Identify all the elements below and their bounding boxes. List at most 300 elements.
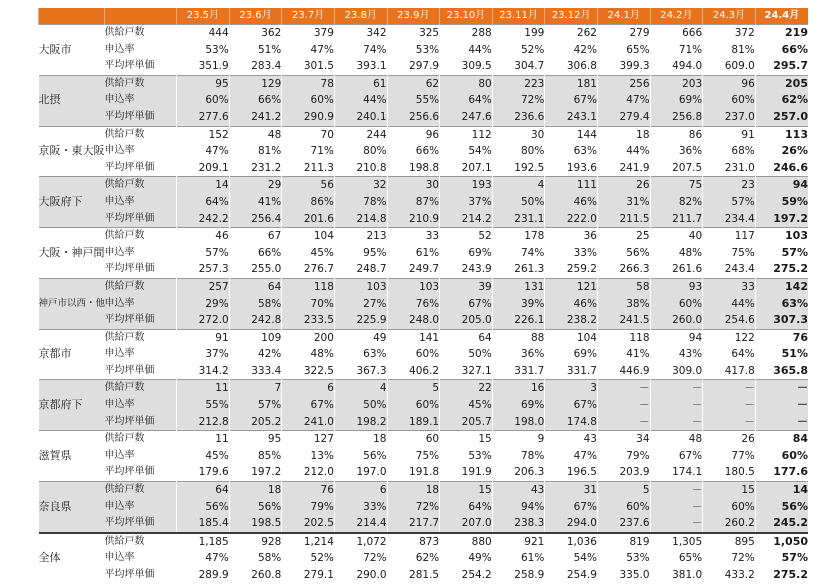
value-cell: 61	[334, 75, 387, 92]
value-cell: 226.1	[492, 312, 545, 329]
value-cell: 241.9	[619, 161, 650, 174]
value-cell: 74%	[363, 43, 387, 56]
value-cell: 57%	[703, 194, 756, 211]
value-cell: 81%	[731, 43, 755, 56]
value-cell: 6	[282, 380, 335, 397]
column-header: 23.9月	[387, 8, 440, 25]
value-cell: 77%	[731, 449, 755, 462]
value-cell: 243.9	[461, 263, 492, 276]
value-cell: 42%	[573, 43, 597, 56]
value-cell: 1,185	[177, 533, 230, 551]
value-cell: 56%	[363, 449, 387, 462]
value-cell: 56	[282, 177, 335, 194]
value-cell: 53%	[205, 43, 229, 56]
value-cell: 254.9	[566, 569, 597, 581]
value-cell: 189.1	[387, 414, 440, 431]
value-cell: 62	[387, 75, 440, 92]
table-row	[39, 228, 809, 245]
value-cell: －	[703, 380, 756, 397]
value-cell: 48	[229, 126, 282, 143]
value-cell: 47%	[310, 43, 334, 56]
value-cell: 49%	[468, 552, 492, 565]
metric-label: 供給戸数	[105, 482, 177, 499]
value-cell: 52	[440, 228, 493, 245]
value-cell: 71%	[678, 43, 703, 56]
value-cell: 362	[229, 25, 282, 42]
value-cell: 56%	[626, 246, 650, 259]
value-cell: 207.0	[440, 515, 493, 533]
value-cell: 60%	[781, 448, 808, 462]
value-cell: 42%	[257, 348, 282, 361]
value-cell: 304.7	[514, 60, 545, 73]
metric-label: 平均坪単価	[105, 211, 177, 228]
value-cell: 66%	[415, 145, 440, 158]
value-cell: 15	[440, 431, 493, 448]
region-label: 神戸市以西・他	[39, 278, 105, 329]
value-cell: 243.1	[545, 109, 598, 126]
value-cell: 406.2	[409, 364, 440, 377]
value-cell: 33%	[334, 499, 387, 516]
value-cell: 14	[177, 177, 230, 194]
value-cell: 111	[545, 177, 598, 194]
value-cell: 78%	[520, 449, 545, 462]
value-cell: 372	[703, 25, 756, 42]
header-blank-region	[39, 8, 105, 25]
metric-label: 供給戸数	[105, 126, 177, 143]
value-cell: 234.4	[703, 211, 756, 228]
region-label: 京阪・東大阪	[39, 126, 105, 177]
value-cell: 258.9	[514, 569, 545, 581]
value-cell: 60%	[387, 397, 440, 414]
value-cell: 444	[177, 25, 230, 42]
value-cell: 193	[440, 177, 493, 194]
value-cell: 26	[703, 431, 756, 448]
value-cell: 819	[597, 533, 650, 551]
value-cell: 225.9	[334, 312, 387, 329]
column-header: 23.10月	[440, 8, 493, 25]
value-cell: 256	[597, 75, 650, 92]
value-cell: 191.9	[461, 466, 492, 479]
value-cell: 241.2	[229, 109, 282, 126]
value-cell: 174.1	[672, 466, 703, 479]
value-cell: 63%	[755, 296, 808, 313]
value-cell: 63%	[573, 145, 597, 158]
table-row	[39, 143, 809, 160]
value-cell: 246.6	[773, 160, 808, 174]
value-cell: 289.9	[198, 569, 229, 581]
value-cell: 59%	[755, 194, 808, 211]
value-cell: 48%	[678, 246, 703, 259]
table-row	[39, 25, 809, 42]
value-cell: 58%	[257, 552, 282, 565]
value-cell: 87%	[387, 194, 440, 211]
value-cell: －	[755, 397, 808, 414]
value-cell: 1,050	[755, 533, 808, 551]
value-cell: 209.1	[198, 161, 229, 174]
metric-label: 申込率	[105, 194, 177, 211]
value-cell: 295.7	[773, 59, 808, 73]
value-cell: 72%	[387, 499, 440, 516]
value-cell: 210.8	[356, 161, 387, 174]
value-cell: 309.0	[672, 364, 703, 377]
value-cell: 203	[650, 75, 703, 92]
value-cell: －	[755, 414, 808, 431]
value-cell: 13%	[310, 449, 334, 462]
region-label: 滋賀県	[39, 431, 105, 482]
value-cell: 327.1	[461, 364, 492, 377]
value-cell: 178	[492, 228, 545, 245]
value-cell: 69%	[573, 348, 597, 361]
value-cell: 91	[177, 329, 230, 346]
header-blank-metric	[105, 8, 177, 25]
value-cell: 281.5	[409, 569, 440, 581]
value-cell: 446.9	[619, 364, 650, 377]
value-cell: 241.5	[597, 312, 650, 329]
table-row	[39, 126, 809, 143]
metric-label: 申込率	[105, 92, 177, 109]
value-cell: －	[650, 482, 703, 499]
metric-label: 平均坪単価	[104, 161, 155, 173]
value-cell: 212.0	[303, 466, 334, 479]
value-cell: 60%	[597, 499, 650, 516]
value-cell: 61%	[415, 246, 440, 259]
table-row	[39, 75, 809, 92]
metric-label: 平均坪単価	[105, 312, 177, 329]
table-row	[39, 533, 809, 551]
value-cell: 60%	[282, 92, 335, 109]
value-cell: 1,036	[545, 533, 598, 551]
value-cell: －	[597, 380, 650, 397]
value-cell: 198.0	[492, 414, 545, 431]
value-cell: 44%	[468, 43, 492, 56]
value-cell: 55%	[387, 92, 440, 109]
value-cell: 15	[703, 482, 756, 499]
value-cell: 46%	[545, 194, 598, 211]
value-cell: 873	[387, 533, 440, 551]
metric-label: 平均坪単価	[105, 515, 177, 533]
value-cell: 217.7	[387, 515, 440, 533]
value-cell: 18	[387, 482, 440, 499]
value-cell: 67%	[545, 397, 598, 414]
value-cell: 231.2	[251, 161, 282, 174]
value-cell: 118	[282, 278, 335, 295]
value-cell: 279.1	[303, 569, 334, 581]
value-cell: 64%	[440, 499, 493, 516]
value-cell: 199	[492, 25, 545, 42]
value-cell: 43	[492, 482, 545, 499]
metric-label: 申込率	[104, 552, 135, 564]
value-cell: 69%	[492, 397, 545, 414]
value-cell: 276.7	[303, 263, 334, 276]
value-cell: 248.7	[356, 263, 387, 276]
value-cell: 112	[440, 126, 493, 143]
value-cell: 4	[492, 177, 545, 194]
value-cell: －	[597, 414, 650, 431]
value-cell: 33	[703, 278, 756, 295]
value-cell: 179.6	[198, 466, 229, 479]
region-label: 大阪・神戸間	[39, 228, 105, 279]
value-cell: 223	[492, 75, 545, 92]
value-cell: 144	[545, 126, 598, 143]
value-cell: 75	[650, 177, 703, 194]
value-cell: 242.2	[177, 211, 230, 228]
value-cell: 31%	[597, 194, 650, 211]
value-cell: 85%	[257, 449, 282, 462]
value-cell: 351.9	[198, 60, 229, 73]
value-cell: 51%	[781, 347, 808, 361]
table-row	[39, 397, 809, 414]
value-cell: 54%	[468, 145, 492, 158]
value-cell: 54%	[573, 552, 597, 565]
value-cell: 80%	[363, 145, 387, 158]
value-cell: 205.7	[440, 414, 493, 431]
metric-label: 申込率	[105, 397, 177, 414]
value-cell: 52%	[310, 552, 334, 565]
value-cell: 58	[597, 278, 650, 295]
value-cell: 41%	[626, 348, 650, 361]
value-cell: 47%	[205, 145, 229, 158]
table-row	[39, 464, 809, 481]
value-cell: 70	[282, 126, 335, 143]
value-cell: 67%	[678, 449, 703, 462]
value-cell: 64%	[731, 348, 755, 361]
value-cell: 57%	[205, 246, 229, 259]
value-cell: 48	[650, 431, 703, 448]
value-cell: 39	[440, 278, 493, 295]
value-cell: 260.2	[703, 515, 756, 533]
value-cell: 256.6	[387, 109, 440, 126]
value-cell: 44%	[703, 296, 756, 313]
value-cell: 94%	[492, 499, 545, 516]
value-cell: 93	[650, 278, 703, 295]
value-cell: 113	[755, 126, 808, 143]
value-cell: 60%	[415, 348, 440, 361]
value-cell: 245.2	[755, 515, 808, 533]
value-cell: 46	[177, 228, 230, 245]
value-cell: 880	[440, 533, 493, 551]
value-cell: 257.0	[755, 109, 808, 126]
table-row	[39, 109, 809, 126]
value-cell: 207.5	[672, 161, 703, 174]
value-cell: 26%	[781, 144, 808, 158]
value-cell: 65%	[626, 43, 650, 56]
value-cell: 322.5	[303, 364, 334, 377]
value-cell: 91	[703, 126, 756, 143]
value-cell: 266.3	[619, 263, 650, 276]
value-cell: 109	[229, 329, 282, 346]
value-cell: 117	[703, 228, 756, 245]
value-cell: 48%	[310, 348, 334, 361]
value-cell: 96	[387, 126, 440, 143]
value-cell: 180.5	[724, 466, 755, 479]
table-row	[39, 211, 809, 228]
value-cell: 177.6	[773, 465, 808, 479]
table-row	[39, 245, 809, 262]
value-cell: 63%	[363, 348, 387, 361]
value-cell: 22	[440, 380, 493, 397]
value-cell: 53%	[415, 43, 440, 56]
value-cell: 69%	[650, 92, 703, 109]
value-cell: 15	[440, 482, 493, 499]
column-header: 24.3月	[703, 8, 756, 25]
value-cell: 94	[650, 329, 703, 346]
value-cell: 25	[597, 228, 650, 245]
metric-label: 供給戸数	[105, 533, 177, 551]
table-row	[39, 329, 809, 346]
value-cell: 275.2	[773, 262, 808, 276]
value-cell: 76%	[387, 296, 440, 313]
value-cell: 29	[229, 177, 282, 194]
value-cell: 306.8	[566, 60, 597, 73]
metric-label: 平均坪単価	[104, 569, 155, 580]
value-cell: 31	[545, 482, 598, 499]
value-cell: 181	[545, 75, 598, 92]
value-cell: 30	[387, 177, 440, 194]
table-row	[39, 58, 809, 75]
header-row	[39, 8, 809, 25]
value-cell: 5	[387, 380, 440, 397]
value-cell: 64	[177, 482, 230, 499]
value-cell: 68%	[731, 145, 755, 158]
value-cell: 11	[177, 431, 230, 448]
value-cell: 60%	[703, 92, 756, 109]
value-cell: 47%	[597, 92, 650, 109]
region-label: 京都市	[39, 329, 105, 380]
value-cell: 129	[229, 75, 282, 92]
value-cell: 417.8	[724, 364, 755, 377]
value-cell: 331.7	[514, 364, 545, 377]
value-cell: 231.1	[492, 211, 545, 228]
value-cell: 67	[229, 228, 282, 245]
value-cell: －	[650, 499, 703, 516]
value-cell: 237.0	[703, 109, 756, 126]
value-cell: 33	[387, 228, 440, 245]
table-row	[39, 448, 809, 465]
value-cell: 80	[440, 75, 493, 92]
table-row	[39, 261, 809, 278]
value-cell: 260.8	[251, 569, 282, 581]
value-cell: 43%	[678, 348, 703, 361]
value-cell: 335.0	[619, 569, 650, 581]
value-cell: 47%	[205, 552, 229, 565]
metric-label: 平均坪単価	[105, 109, 177, 126]
value-cell: 198.2	[334, 414, 387, 431]
table-row	[39, 499, 809, 516]
value-cell: 76	[282, 482, 335, 499]
value-cell: 211.5	[597, 211, 650, 228]
value-cell: 71%	[310, 145, 334, 158]
value-cell: 207.1	[461, 161, 492, 174]
value-cell: 260.0	[650, 312, 703, 329]
value-cell: 275.2	[773, 568, 808, 581]
value-cell: 193.6	[566, 161, 597, 174]
table-row	[39, 278, 809, 295]
value-cell: －	[597, 397, 650, 414]
value-cell: 56%	[755, 499, 808, 516]
value-cell: 197.0	[356, 466, 387, 479]
metric-label: 供給戸数	[105, 228, 177, 245]
value-cell: 238.2	[545, 312, 598, 329]
value-cell: 203.9	[619, 466, 650, 479]
value-cell: 52%	[520, 43, 545, 56]
value-cell: 39%	[492, 296, 545, 313]
value-cell: 78	[282, 75, 335, 92]
value-cell: 381.0	[672, 569, 703, 581]
value-cell: 131	[492, 278, 545, 295]
metric-label: 平均坪単価	[105, 414, 177, 431]
table-row	[39, 92, 809, 109]
value-cell: 248.0	[387, 312, 440, 329]
value-cell: 242.8	[229, 312, 282, 329]
value-cell: 433.2	[724, 569, 755, 581]
value-cell: 75%	[415, 449, 440, 462]
table-row	[39, 482, 809, 499]
value-cell: 43	[545, 431, 598, 448]
region-label: 全体	[39, 533, 105, 584]
value-cell: 23	[703, 177, 756, 194]
value-cell: 494.0	[672, 60, 703, 73]
value-cell: 32	[334, 177, 387, 194]
value-cell: 325	[387, 25, 440, 42]
metric-label: 申込率	[104, 43, 135, 55]
value-cell: 36%	[520, 348, 545, 361]
table-row	[39, 296, 809, 313]
value-cell: 1,305	[650, 533, 703, 551]
value-cell: 283.4	[251, 60, 282, 73]
value-cell: －	[650, 515, 703, 533]
value-cell: 191.8	[409, 466, 440, 479]
value-cell: 331.7	[566, 364, 597, 377]
value-cell: 222.0	[545, 211, 598, 228]
region-label: 大阪府下	[39, 177, 105, 228]
region-label: 奈良県	[39, 482, 105, 533]
metric-label: 申込率	[104, 348, 135, 360]
value-cell: 72%	[731, 552, 755, 565]
value-cell: 214.2	[440, 211, 493, 228]
value-cell: 81%	[257, 145, 282, 158]
metric-label: 供給戸数	[105, 431, 177, 448]
value-cell: 46%	[545, 296, 598, 313]
value-cell: －	[755, 380, 808, 397]
value-cell: 56%	[177, 499, 230, 516]
value-cell: 18	[597, 126, 650, 143]
value-cell: 257	[177, 278, 230, 295]
value-cell: 379	[282, 25, 335, 42]
value-cell: 67%	[282, 397, 335, 414]
metric-label: 供給戸数	[105, 278, 177, 295]
value-cell: 45%	[310, 246, 334, 259]
value-cell: 152	[177, 126, 230, 143]
value-cell: 241.0	[282, 414, 335, 431]
table-row	[39, 550, 809, 567]
metric-label: 申込率	[104, 449, 135, 461]
value-cell: 297.9	[409, 60, 440, 73]
value-cell: 196.5	[566, 466, 597, 479]
value-cell: 103	[334, 278, 387, 295]
value-cell: 67%	[545, 92, 598, 109]
value-cell: 33%	[573, 246, 597, 259]
value-cell: 18	[229, 482, 282, 499]
value-cell: 37%	[205, 348, 229, 361]
metric-label: 供給戸数	[105, 177, 177, 194]
value-cell: 233.5	[282, 312, 335, 329]
value-cell: 212.8	[177, 414, 230, 431]
value-cell: －	[703, 414, 756, 431]
value-cell: 84	[755, 431, 808, 448]
value-cell: 70%	[282, 296, 335, 313]
value-cell: 50%	[334, 397, 387, 414]
value-cell: 197.2	[251, 466, 282, 479]
